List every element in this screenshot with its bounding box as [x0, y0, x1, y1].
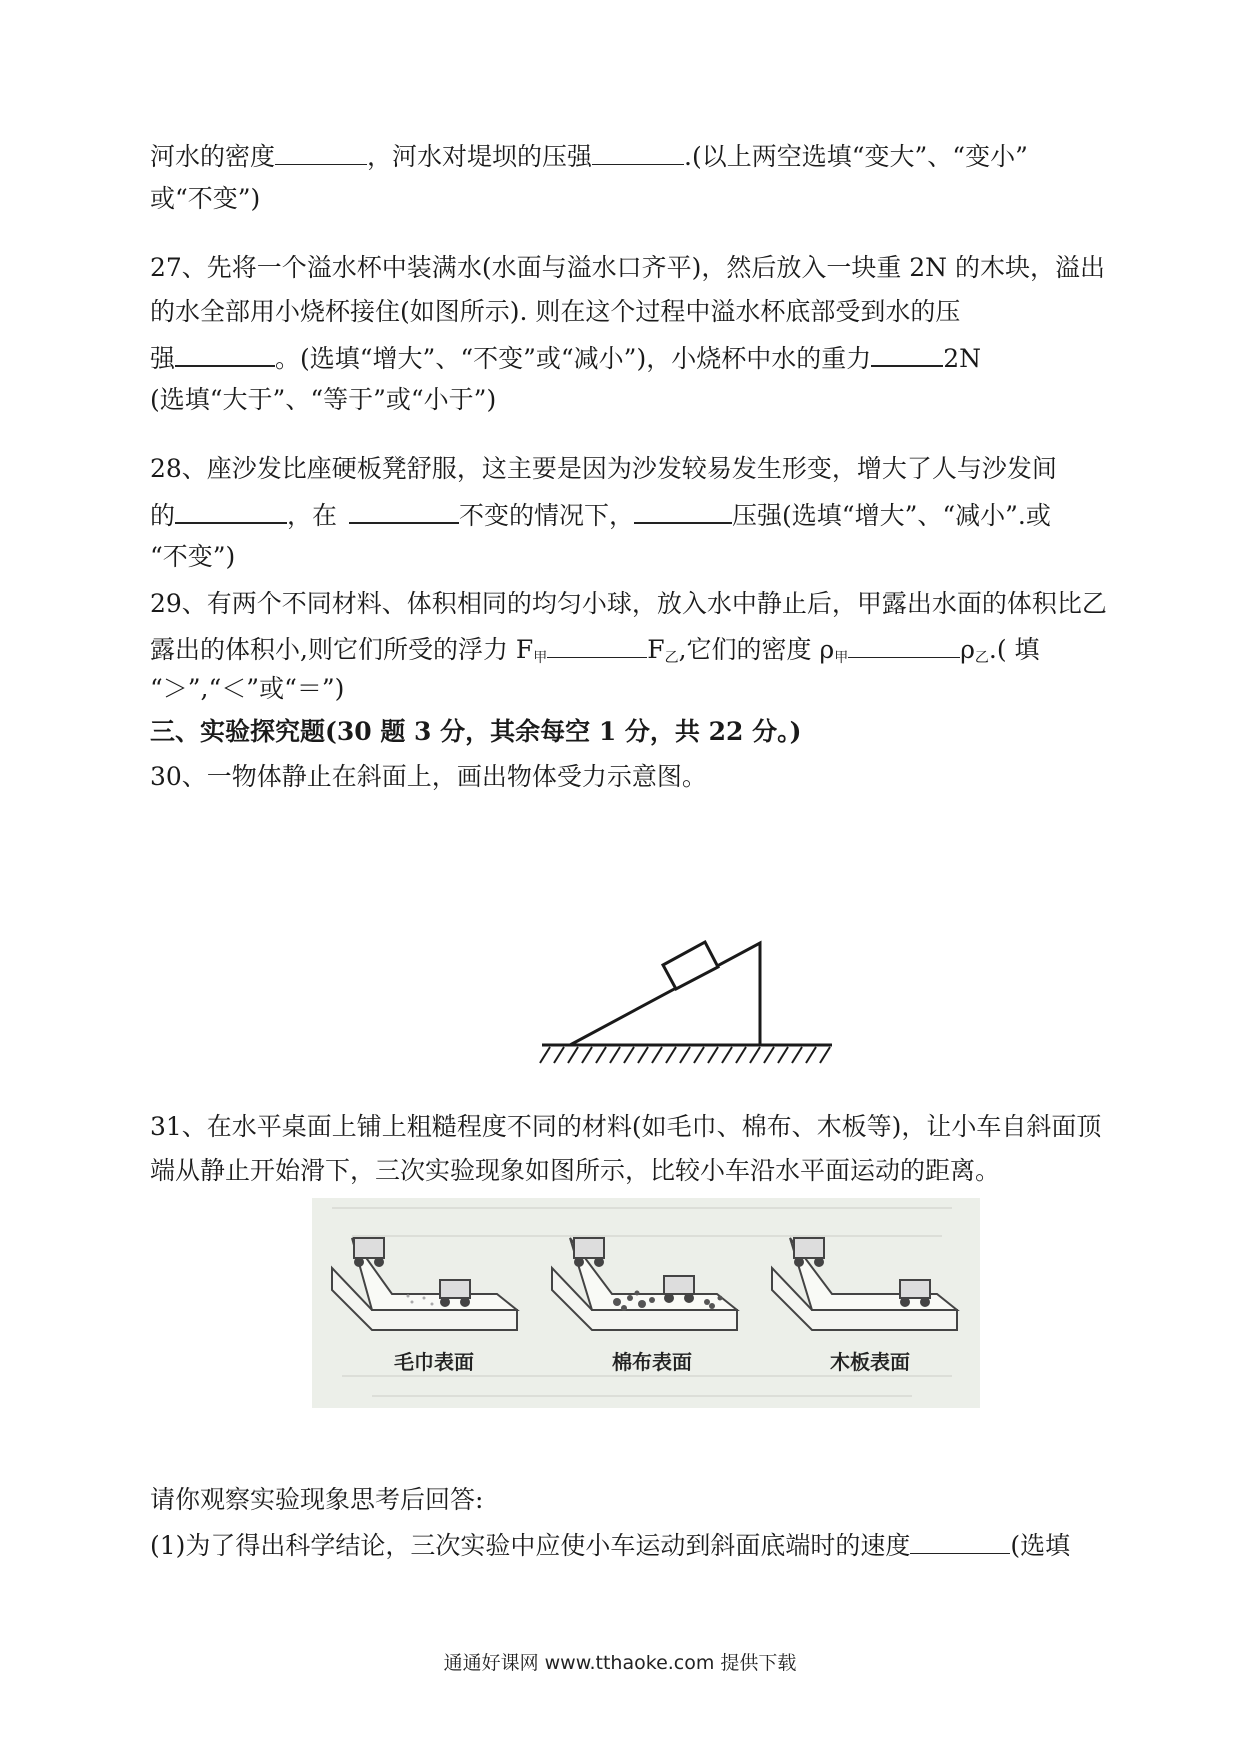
answer-blank[interactable] — [275, 138, 367, 165]
panel-cloth — [552, 1238, 737, 1330]
cart — [664, 1276, 694, 1294]
experiment-figure — [312, 1198, 980, 1408]
answer-blank[interactable] — [592, 138, 684, 165]
section-heading: 三、实验探究题(30 题 3 分，其余每空 1 分，共 22 分。) — [150, 717, 802, 746]
q28-line-3: “不变”) — [150, 542, 236, 571]
q31-line-2: 端从静止开始滑下，三次实验现象如图所示，比较小车沿水平面运动的距离。 — [150, 1156, 1001, 1185]
surface-label-wood: 木板表面 — [830, 1350, 910, 1374]
q31-line-1: 31、在水平桌面上铺上粗糙程度不同的材料(如毛巾、棉布、木板等)，让小车自斜面顶 — [150, 1112, 1102, 1141]
q30-text: 30、一物体静止在斜面上，画出物体受力示意图。 — [150, 762, 707, 791]
answer-blank[interactable] — [547, 631, 647, 658]
panel-towel — [332, 1238, 517, 1330]
answer-blank[interactable] — [175, 339, 275, 367]
q28-line-2: 的 ，在 不变的情况下， 压强(选填“增大”、“减小”.或 — [150, 496, 1100, 533]
q27-line-4: (选填“大于”、“等于”或“小于”) — [150, 385, 497, 414]
panel-wood — [772, 1238, 957, 1330]
cart — [440, 1280, 470, 1298]
cart — [574, 1238, 604, 1258]
q31-sub-1: (1)为了得出科学结论，三次实验中应使小车运动到斜面底端时的速度 (选填 — [150, 1527, 1100, 1563]
cart — [900, 1280, 930, 1298]
q27-line-2: 的水全部用小烧杯接住(如图所示). 则在这个过程中溢水杯底部受到水的压 — [150, 297, 961, 326]
cart — [354, 1238, 384, 1258]
q29-line-2: 露出的体积小,则它们所受的浮力 $F_甲$ $F_乙$,它们的密度 $\rho_甲$ $\rho_乙$.( 填 — [150, 631, 1100, 675]
q26-line-2: 或“不变”) — [150, 184, 261, 213]
surface-label-cloth: 棉布表面 — [612, 1350, 692, 1374]
answer-blank[interactable] — [175, 496, 287, 524]
q26-line-1: 河水的密度 ，河水对堤坝的压强 .(以上两空选填“变大”、“变小” — [150, 138, 1100, 174]
answer-blank[interactable] — [634, 496, 732, 524]
block — [663, 942, 718, 989]
q29-line-1: 29、有两个不同材料、体积相同的均匀小球，放入水中静止后，甲露出水面的体积比乙 — [150, 589, 1107, 618]
q27-line-3: 强 。(选填“增大”、“不变”或“减小”)，小烧杯中水的重力 2N — [150, 339, 1100, 376]
page-footer: 通通好课网 www.tthaoke.com 提供下载 — [443, 1652, 797, 1674]
answer-blank[interactable] — [349, 496, 459, 524]
incline-plane — [570, 943, 760, 1045]
answer-blank[interactable] — [910, 1527, 1010, 1554]
surface-label-towel: 毛巾表面 — [394, 1350, 474, 1374]
q27-line-1: 27、先将一个溢水杯中装满水(水面与溢水口齐平)，然后放入一块重 2N 的木块，溢出 — [150, 253, 1105, 282]
q28-line-1: 28、座沙发比座硬板凳舒服，这主要是因为沙发较易发生形变，增大了人与沙发间 — [150, 454, 1057, 483]
q29-line-3: “＞”,“＜”或“＝”) — [150, 674, 345, 703]
answer-blank[interactable] — [848, 631, 960, 658]
cart — [794, 1238, 824, 1258]
q31-prompt: 请你观察实验现象思考后回答: — [150, 1485, 484, 1514]
incline-figure — [530, 925, 850, 1075]
ground-hatching — [540, 1047, 830, 1063]
answer-blank[interactable] — [871, 339, 943, 367]
